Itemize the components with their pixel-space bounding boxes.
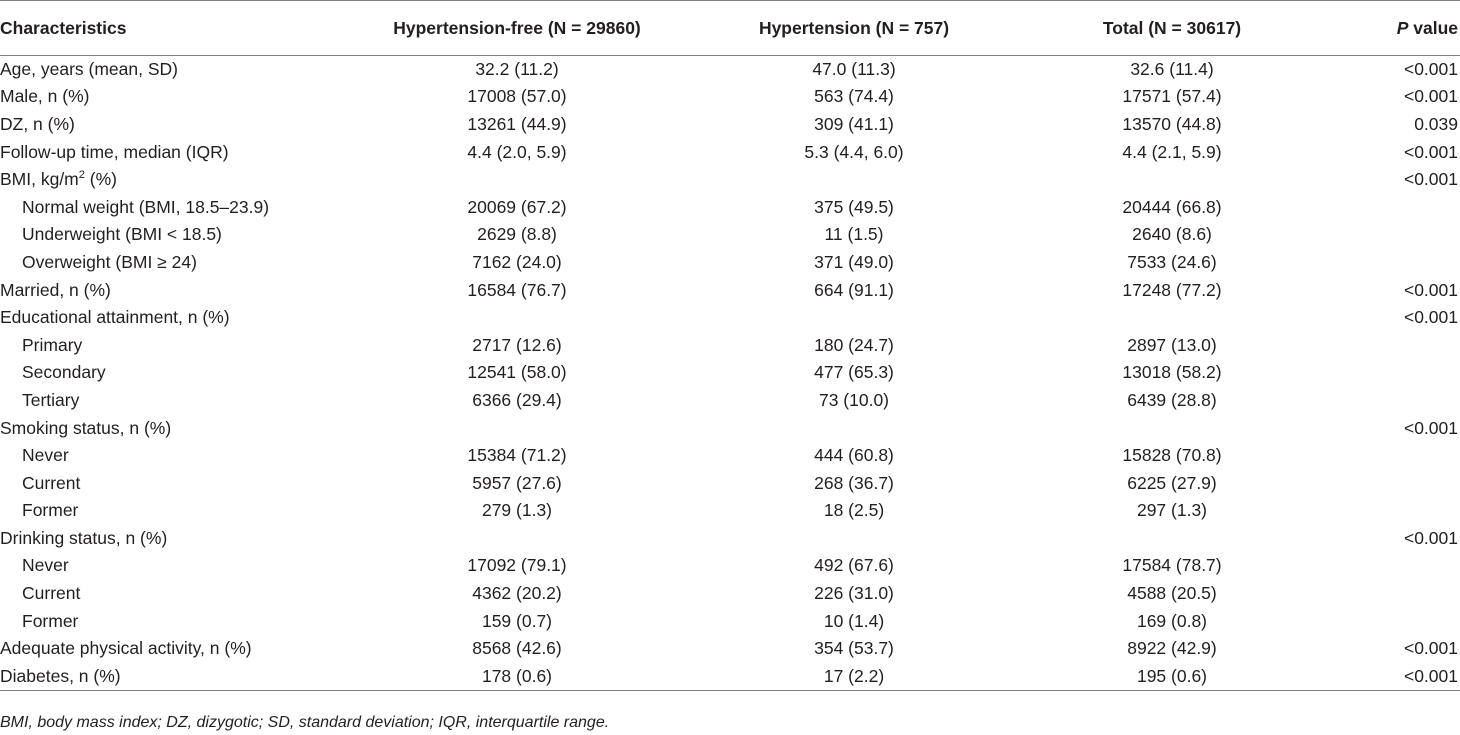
cell-hypertension-free: 159 (0.7): [481, 610, 553, 631]
row-label: Never: [22, 445, 69, 466]
cell-hypertension: 17 (2.2): [686, 663, 1022, 691]
table-row: [0, 607, 1460, 635]
table-row: [0, 138, 1460, 166]
table-row: [0, 525, 1460, 553]
cell-hypertension: 444 (60.8): [814, 445, 894, 466]
row-label: Smoking status, n (%): [0, 417, 172, 438]
cell-hypertension: 354 (53.7): [814, 638, 894, 659]
row-label: Diabetes, n (%): [0, 663, 348, 691]
cell-hypertension-free: 17008 (57.0): [467, 86, 567, 107]
table-row: [0, 387, 1460, 415]
header-p-italic: P: [1396, 17, 1409, 38]
cell-total: 4.4 (2.1, 5.9): [1122, 141, 1222, 162]
cell-p-value: <0.001: [1403, 417, 1458, 438]
header-p-rest: value: [1408, 17, 1458, 38]
cell-hypertension: 18 (2.5): [823, 500, 885, 521]
header-hypertension-free: Hypertension-free (N = 29860): [348, 1, 686, 56]
table-row: [0, 635, 1460, 663]
table-row: [0, 276, 1460, 304]
row-label: Underweight (BMI < 18.5): [22, 224, 222, 245]
cell-total: 297 (1.3): [1136, 500, 1208, 521]
cell-hypertension-free: 279 (1.3): [481, 500, 553, 521]
cell-total: [1022, 166, 1322, 194]
cell-total: [1022, 304, 1322, 332]
cell-p-value: <0.001: [1403, 59, 1458, 80]
cell-p-value: [1322, 331, 1460, 359]
table-row: [0, 497, 1460, 525]
table-row: [0, 663, 1460, 691]
row-label: [0, 166, 348, 194]
row-label: Current: [22, 472, 81, 493]
cell-total: 32.6 (11.4): [1130, 59, 1214, 80]
cell-hypertension-free: 20069 (67.2): [467, 196, 567, 217]
row-label-pre: BMI, kg/m: [0, 169, 79, 190]
cell-hypertension-free: [348, 166, 686, 194]
cell-hypertension: 492 (67.6): [814, 555, 894, 576]
table-row: [0, 193, 1460, 221]
cell-hypertension: 10 (1.4): [823, 610, 885, 631]
table-row: [0, 221, 1460, 249]
cell-p-value: <0.001: [1403, 141, 1458, 162]
cell-hypertension-free: 13261 (44.9): [467, 113, 567, 134]
cell-p-value: 0.039: [1414, 113, 1458, 134]
cell-p-value: <0.001: [1322, 663, 1460, 691]
table-header-row: [0, 1, 1460, 56]
row-label: Follow-up time, median (IQR): [0, 141, 229, 162]
cell-hypertension-free: [348, 525, 686, 553]
row-label: Drinking status, n (%): [0, 527, 168, 548]
cell-hypertension-free: 15384 (71.2): [467, 445, 567, 466]
header-hypertension: Hypertension (N = 757): [686, 1, 1022, 56]
cell-hypertension-free: 16584 (76.7): [467, 279, 567, 300]
cell-hypertension: 371 (49.0): [814, 251, 894, 272]
cell-hypertension: 73 (10.0): [818, 389, 890, 410]
table-row: [0, 166, 1460, 194]
cell-total: 8922 (42.9): [1127, 638, 1217, 659]
table-row: [0, 469, 1460, 497]
cell-hypertension: 5.3 (4.4, 6.0): [804, 141, 904, 162]
cell-p-value: [1322, 607, 1460, 635]
cell-total: 7533 (24.6): [1127, 251, 1217, 272]
cell-p-value: <0.001: [1403, 638, 1458, 659]
cell-total: 17584 (78.7): [1122, 555, 1222, 576]
cell-p-value: [1322, 469, 1460, 497]
row-label: Age, years (mean, SD): [0, 59, 178, 80]
cell-hypertension: 309 (41.1): [814, 113, 894, 134]
cell-hypertension-free: 2717 (12.6): [472, 334, 562, 355]
cell-hypertension: 664 (91.1): [814, 279, 894, 300]
row-label: Adequate physical activity, n (%): [0, 638, 252, 659]
row-label: Tertiary: [22, 389, 80, 410]
cell-hypertension: 11 (1.5): [824, 224, 884, 245]
cell-hypertension: 268 (36.7): [814, 472, 894, 493]
row-label: Never: [22, 555, 69, 576]
cell-hypertension-free: 32.2 (11.2): [475, 59, 559, 80]
table-footnote: BMI, body mass index; DZ, dizygotic; SD, standard deviation; IQR, interquartile range.: [0, 714, 610, 731]
cell-total: 169 (0.8): [1136, 610, 1208, 631]
cell-total: 2640 (8.6): [1132, 224, 1212, 245]
row-label-post: (%): [84, 169, 117, 190]
cell-total: 17248 (77.2): [1122, 279, 1222, 300]
header-p-value: [1322, 1, 1460, 56]
table-row: [0, 56, 1460, 84]
cell-p-value: [1322, 359, 1460, 387]
cell-hypertension-free: 2629 (8.8): [477, 224, 557, 245]
table-row: [0, 249, 1460, 277]
cell-p-value: <0.001: [1403, 527, 1458, 548]
cell-p-value: <0.001: [1403, 307, 1458, 328]
cell-p-value: [1322, 221, 1460, 249]
cell-total: 2897 (13.0): [1127, 334, 1217, 355]
cell-total: 4588 (20.5): [1127, 583, 1217, 604]
row-label: Married, n (%): [0, 279, 111, 300]
cell-hypertension-free: 8568 (42.6): [472, 638, 562, 659]
row-label: Current: [22, 583, 81, 604]
cell-p-value: <0.001: [1403, 86, 1458, 107]
row-label-sup: 2: [78, 169, 85, 182]
cell-hypertension: 226 (31.0): [814, 583, 894, 604]
table-row: [0, 580, 1460, 608]
cell-hypertension-free: 6366 (29.4): [472, 389, 562, 410]
cell-hypertension: [686, 414, 1022, 442]
row-label: Normal weight (BMI, 18.5–23.9): [22, 196, 270, 217]
cell-total: 15828 (70.8): [1122, 445, 1222, 466]
cell-total: 6225 (27.9): [1127, 472, 1217, 493]
row-label: Overweight (BMI ≥ 24): [22, 251, 197, 272]
cell-hypertension: 477 (65.3): [814, 362, 894, 383]
cell-hypertension-free: 17092 (79.1): [467, 555, 567, 576]
cell-total: [1022, 525, 1322, 553]
table-row: [0, 83, 1460, 111]
cell-hypertension: 47.0 (11.3): [812, 59, 896, 80]
cell-hypertension: [686, 525, 1022, 553]
cell-total: 195 (0.6): [1022, 663, 1322, 691]
cell-hypertension-free: [348, 304, 686, 332]
cell-hypertension-free: [348, 414, 686, 442]
cell-p-value: [1322, 552, 1460, 580]
cell-p-value: <0.001: [1403, 169, 1458, 190]
table-row: [0, 414, 1460, 442]
table-row: [0, 442, 1460, 470]
cell-p-value: [1322, 387, 1460, 415]
row-label: Primary: [22, 334, 83, 355]
cell-hypertension-free: 4.4 (2.0, 5.9): [467, 141, 567, 162]
cell-p-value: [1322, 249, 1460, 277]
cell-hypertension-free: 12541 (58.0): [467, 362, 567, 383]
row-label: DZ, n (%): [0, 113, 75, 134]
cell-p-value: [1322, 497, 1460, 525]
cell-p-value: [1322, 442, 1460, 470]
cell-hypertension: 180 (24.7): [814, 334, 894, 355]
cell-total: 13570 (44.8): [1122, 113, 1222, 134]
table-row: [0, 304, 1460, 332]
cell-hypertension-free: 178 (0.6): [348, 663, 686, 691]
table-row: [0, 552, 1460, 580]
row-label: Educational attainment, n (%): [0, 307, 230, 328]
row-label: Former: [22, 610, 79, 631]
cell-total: 6439 (28.8): [1127, 389, 1217, 410]
cell-hypertension: [686, 304, 1022, 332]
cell-hypertension-free: 7162 (24.0): [472, 251, 562, 272]
header-characteristics: Characteristics: [0, 1, 348, 56]
cell-p-value: [1322, 193, 1460, 221]
cell-p-value: <0.001: [1403, 279, 1458, 300]
cell-p-value: [1322, 580, 1460, 608]
cell-hypertension: 375 (49.5): [814, 196, 894, 217]
cell-total: 13018 (58.2): [1122, 362, 1222, 383]
cell-total: 17571 (57.4): [1122, 86, 1222, 107]
header-total: Total (N = 30617): [1022, 1, 1322, 56]
cell-hypertension: [686, 166, 1022, 194]
cell-hypertension-free: 5957 (27.6): [472, 472, 562, 493]
cell-total: 20444 (66.8): [1122, 196, 1222, 217]
row-label: Male, n (%): [0, 86, 90, 107]
cell-hypertension-free: 4362 (20.2): [472, 583, 562, 604]
table-row: [0, 359, 1460, 387]
table-row: [0, 331, 1460, 359]
row-label: Former: [22, 500, 79, 521]
row-label: Secondary: [22, 362, 106, 383]
cell-total: [1022, 414, 1322, 442]
cell-hypertension: 563 (74.4): [814, 86, 894, 107]
table-row: [0, 111, 1460, 139]
